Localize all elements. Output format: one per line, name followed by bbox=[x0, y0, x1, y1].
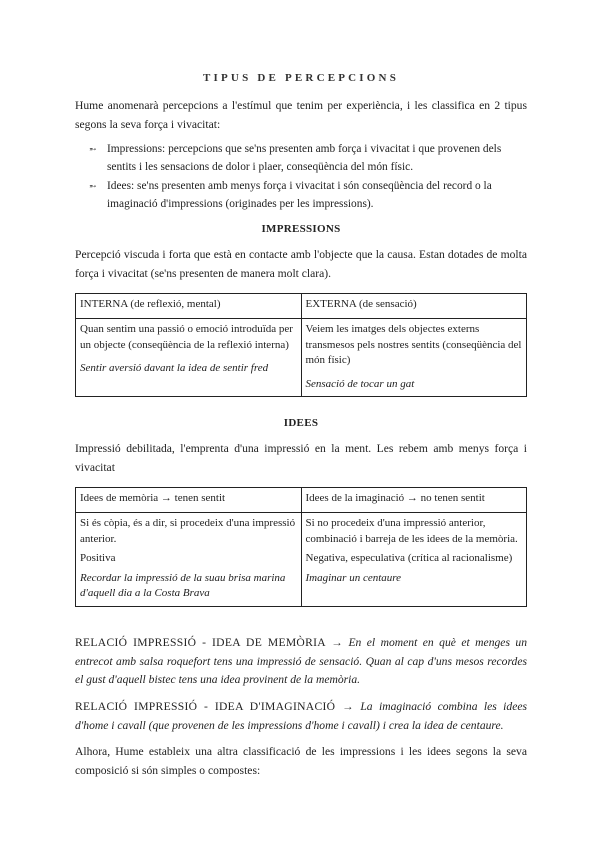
table-row bbox=[76, 294, 527, 319]
table-header-memoria: Idees de memòria → tenen sentit bbox=[76, 488, 302, 513]
list-item bbox=[89, 177, 527, 213]
impressions-heading: IMPRESSIONS bbox=[261, 223, 341, 235]
table-row bbox=[76, 513, 527, 607]
arrow-bullet-icon: ➵ bbox=[89, 144, 97, 154]
closing-paragraph: Alhora, Hume estableix una altra classificació de les impressions i les idees segons la seva composició si són simples o compostes: bbox=[75, 745, 527, 777]
cell-body: Si és còpia, és a dir, si procedeix d'una impressió anterior. bbox=[80, 517, 296, 545]
percepcions-list bbox=[89, 140, 527, 214]
table-header-interna: INTERNA (de reflexió, mental) bbox=[76, 294, 302, 319]
relacio-memoria-label: RELACIÓ IMPRESSIÓ - IDEA DE MEMÒRIA → bbox=[75, 636, 343, 649]
idees-paragraph: Impressió debilitada, l'emprenta d'una impressió en la ment. Les rebem amb menys força i vivacitat bbox=[75, 442, 527, 474]
cell-example: Recordar la impressió de la suau brisa marina d'aquell dia a la Costa Brava bbox=[80, 571, 286, 599]
table-row bbox=[76, 319, 527, 397]
cell-quality: Positiva bbox=[80, 552, 116, 564]
cell-body: Si no procedeix d'una impressió anterior, combinació i barreja de les idees de la memòria. bbox=[305, 517, 518, 545]
cell-example: Sensació de tocar un gat bbox=[305, 377, 415, 390]
relacio-imaginacio-label: RELACIÓ IMPRESSIÓ - IDEA D'IMAGINACIÓ → bbox=[75, 700, 354, 713]
table-row bbox=[76, 488, 527, 513]
table-cell-imaginacio bbox=[301, 513, 527, 607]
cell-body: Quan sentim una passió o emoció introduïda per un objecte (conseqüència de la reflexió interna) bbox=[80, 323, 293, 351]
intro-paragraph: Hume anomenarà percepcions a l'estímul que tenim per experiència, i les classifica en 2 tipus segons la seva força i vivacitat: bbox=[75, 99, 527, 131]
idees-heading: IDEES bbox=[283, 417, 319, 429]
impressions-paragraph: Percepció viscuda i forta que està en contacte amb l'objecte que la causa. Estan dotades de molta força i vivacitat (se'ns presenten de manera molt clara). bbox=[75, 248, 527, 280]
table-cell-memoria bbox=[76, 513, 302, 607]
relacio-imaginacio-paragraph bbox=[75, 698, 527, 735]
table-header-externa: EXTERNA (de sensació) bbox=[301, 294, 527, 319]
relacio-imaginacio-text: La imaginació combina les idees d'home i cavall (que provenen de les impressions d'home i cavall) i crea la idea de centaure. bbox=[75, 700, 527, 732]
cell-example: Imaginar un centaure bbox=[305, 571, 402, 584]
cell-quality: Negativa, especulativa (crítica al racionalisme) bbox=[305, 552, 513, 564]
idees-table bbox=[75, 487, 527, 607]
list-item bbox=[89, 140, 527, 176]
impressions-table bbox=[75, 293, 527, 397]
list-item-text: Impressions: percepcions que se'ns presenten amb força i vivacitat i que provenen dels sentits i les sensacions de dolor i plaer, conseqüència del món físic. bbox=[107, 143, 502, 173]
table-header-imaginacio: Idees de la imaginació → no tenen sentit bbox=[301, 488, 527, 513]
cell-body: Veiem les imatges dels objectes externs transmesos pels nostres sentits (conseqüència del món físic) bbox=[305, 323, 522, 366]
cell-example: Sentir aversió davant la idea de sentir fred bbox=[80, 362, 269, 374]
arrow-bullet-icon: ➵ bbox=[89, 181, 97, 191]
table-cell-interna bbox=[76, 319, 302, 397]
page-title: TIPUS DE PERCEPCIONS bbox=[202, 72, 400, 84]
list-item-text: Idees: se'ns presenten amb menys força i vivacitat i són conseqüència del record o la imaginació d'impressions (originades per les impressions). bbox=[107, 180, 492, 210]
table-cell-externa bbox=[301, 319, 527, 397]
relacio-memoria-text: En el moment en què et menges un entrecot amb salsa roquefort tens una impressió de sensació. Quan al cap d'uns mesos recordes el gust d'aquell bistec tens una idea provinent de la memòria. bbox=[75, 636, 527, 686]
relacio-memoria-paragraph bbox=[75, 634, 527, 690]
